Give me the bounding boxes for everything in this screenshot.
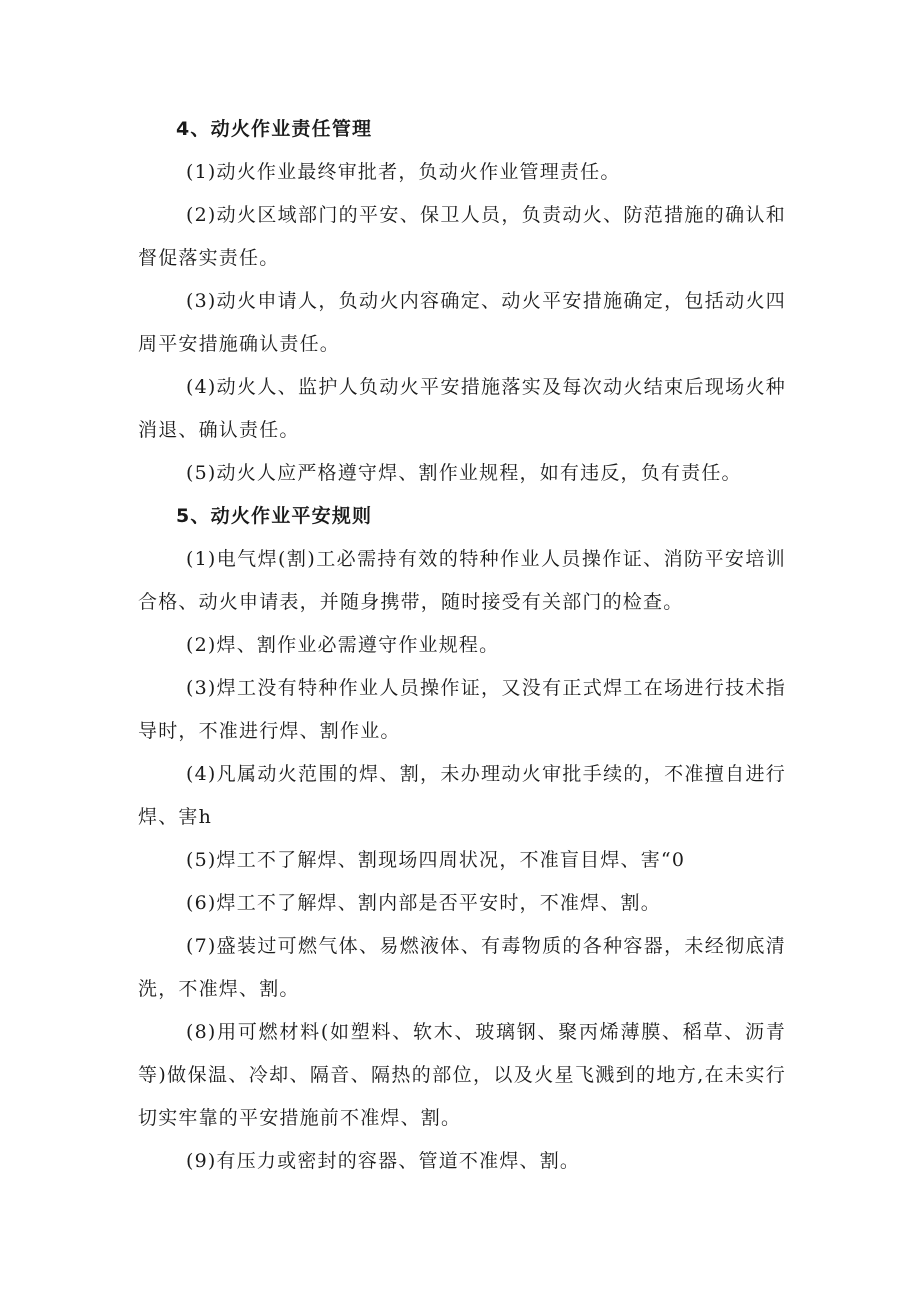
section-4-item-2: (2)动火区域部门的平安、保卫人员，负责动火、防范措施的确认和督促落实责任。 <box>138 204 786 269</box>
section-4-item-3: (3)动火申请人，负动火内容确定、动火平安措施确定，包括动火四周平安措施确认责任。 <box>138 290 786 355</box>
section-4-item-5: (5)动火人应严格遵守焊、割作业规程，如有违反，负有责任。 <box>186 462 742 484</box>
section-5-item-6: (6)焊工不了解焊、割内部是否平安时，不准焊、割。 <box>186 892 661 914</box>
section-5-item-2: (2)焊、割作业必需遵守作业规程。 <box>186 634 500 656</box>
section-5-item-1: (1)电气焊(割)工必需持有效的特种作业人员操作证、消防平安培训合格、动火申请表，并随身携带，随时接受有关部门的检查。 <box>138 548 786 613</box>
section-4-heading: 4、动火作业责任管理 <box>176 118 373 140</box>
section-5-item-8: (8)用可燃材料(如塑料、软木、玻璃钢、聚丙烯薄膜、稻草、沥青等)做保温、冷却、隔音、隔热的部位，以及火星飞溅到的地方,在未实行切实牢靠的平安措施前不准焊、割。 <box>138 1021 786 1129</box>
section-5-item-9: (9)有压力或密封的容器、管道不准焊、割。 <box>186 1150 581 1172</box>
section-4-item-1: (1)动火作业最终审批者，负动火作业管理责任。 <box>186 161 621 183</box>
section-5-item-4: (4)凡属动火范围的焊、割，未办理动火审批手续的，不准擅自进行焊、害h <box>138 763 786 828</box>
section-5-item-5: (5)焊工不了解焊、割现场四周状况，不准盲目焊、害“0 <box>186 849 686 871</box>
document-body <box>138 108 786 1183</box>
section-5-heading: 5、动火作业平安规则 <box>176 505 373 527</box>
section-4-item-4: (4)动火人、监护人负动火平安措施落实及每次动火结束后现场火种消退、确认责任。 <box>138 376 786 441</box>
section-5-item-3: (3)焊工没有特种作业人员操作证，又没有正式焊工在场进行技术指导时，不准进行焊、割作业。 <box>138 677 786 742</box>
section-5-item-7: (7)盛装过可燃气体、易燃液体、有毒物质的各种容器，未经彻底清洗，不准焊、割。 <box>138 935 786 1000</box>
